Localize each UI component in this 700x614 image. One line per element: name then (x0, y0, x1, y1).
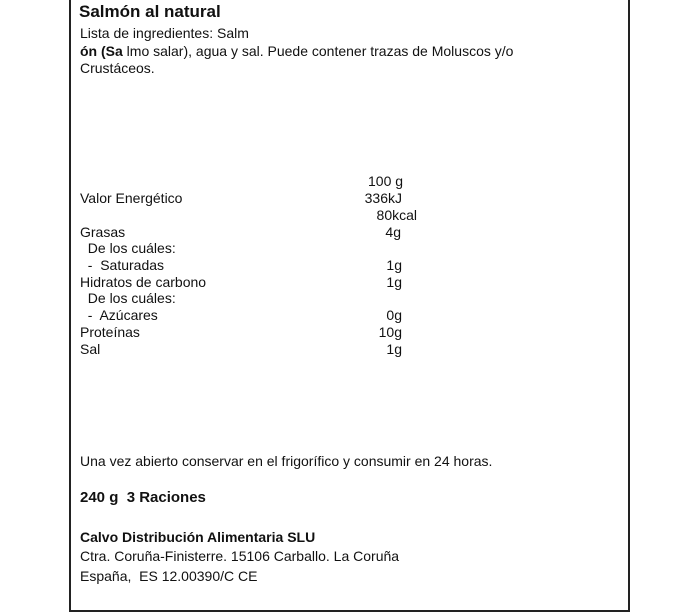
storage-instructions: Una vez abierto conservar en el frigorífico y consumir en 24 horas. (80, 453, 493, 469)
nutrition-row-name: - Saturadas (80, 257, 165, 273)
nutrition-row-name: Hidratos de carbono (80, 274, 207, 290)
nutrition-row-name: - Azúcares (80, 307, 158, 323)
nutrition-row-name: Grasas (80, 224, 126, 240)
ingredients-line-3: Crustáceos. (80, 60, 155, 76)
nutrition-row-value: 4g (385, 224, 401, 240)
ingredients-line-2 (80, 44, 513, 58)
nutrition-row-name: Proteínas (80, 324, 140, 340)
product-title: Salmón al natural (79, 2, 221, 21)
nutrition-row-value: 1g (386, 274, 402, 290)
nutrition-row-value: 0g (386, 307, 402, 323)
company-name: Calvo Distribución Alimentaria SLU (80, 529, 316, 545)
nutrition-row-name: De los cuáles: (80, 240, 176, 256)
nutrition-row-name: De los cuáles: (80, 290, 176, 306)
ingredients-line-2-rest: lmo salar), agua y sal. Puede contener trazas de Moluscos y/o (122, 43, 514, 59)
nutrition-row-value: 80kcal (376, 207, 417, 223)
company-address-line-1: Ctra. Coruña-Finisterre. 15106 Carballo. La Coruña (80, 548, 400, 564)
label-frame (69, 0, 630, 612)
nutrition-header: 100 g (368, 173, 404, 189)
nutrition-row-value: 1g (386, 257, 402, 273)
nutrition-row-name: Valor Energético (80, 190, 183, 206)
nutrition-row-value: 336kJ (364, 190, 402, 206)
nutrition-row-value: 10g (378, 324, 402, 340)
nutrition-row-name: Sal (80, 341, 101, 357)
ingredients-line-1: Lista de ingredientes: Salm (80, 25, 249, 41)
net-weight: 240 g 3 Raciones (80, 489, 206, 506)
company-address-line-2: España, ES 12.00390/C CE (80, 568, 258, 584)
nutrition-row-value: 1g (386, 341, 402, 357)
ingredients-bold-fragment: ón (Sa (80, 43, 123, 59)
